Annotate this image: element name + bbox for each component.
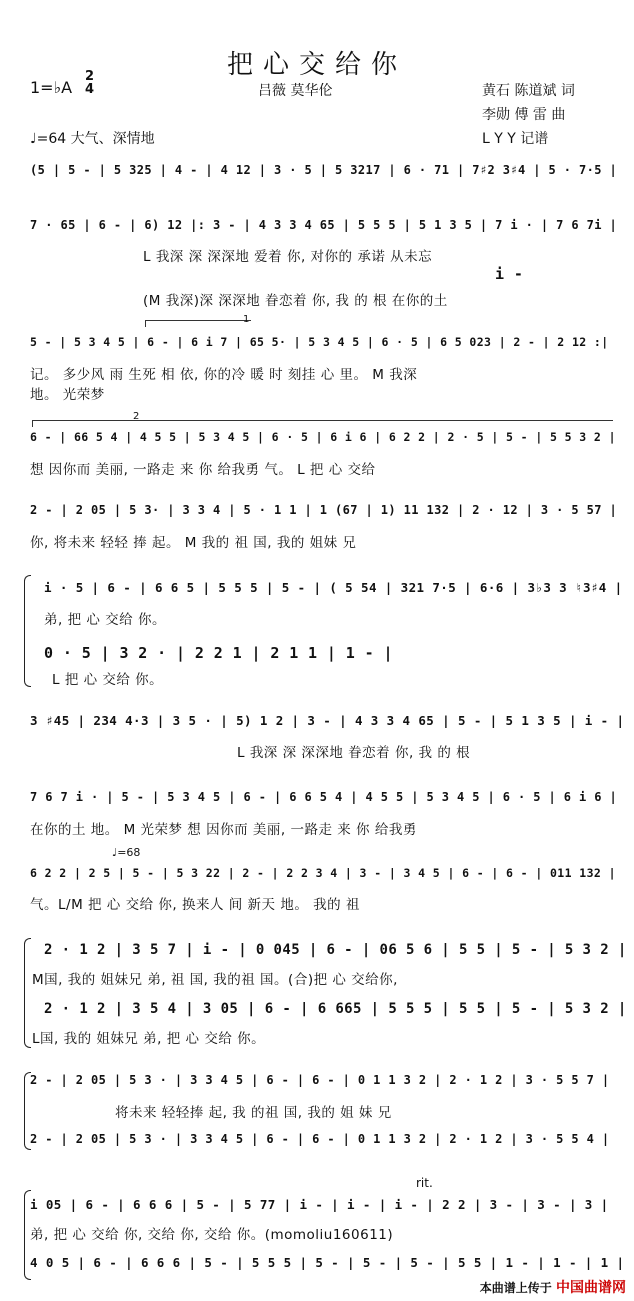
footer-upload-text: 本曲谱上传于	[479, 1281, 552, 1295]
song-title: 把心交给你	[226, 50, 407, 80]
notation-line: 4 0 5 | 6 - | 6 6 6 | 5 - | 5 5 5 | 5 - | 5 - | 5 - | 5 5 | 1 - | 1 - | 1 |	[30, 1255, 625, 1270]
notation-line: i 05 | 6 - | 6 6 6 | 5 - | 5 77 | i - | i - | i - | 2 2 | 3 - | 3 - | 3 |	[30, 1197, 609, 1212]
notation-line: 7 · 65 | 6 - | 6) 12 |: 3 - | 4 3 3 4 65 | 5 5 5 | 5 1 3 5 | 7 i · | 7 6 7i |	[30, 218, 618, 232]
volta-number-1: 1	[243, 314, 250, 325]
notation-line: 3 ♯45 | 234 4·3 | 3 5 · | 5) 1 2 | 3 - | 4 3 3 4 65 | 5 - | 5 1 3 5 | i - |	[30, 713, 625, 728]
notation-line: i · 5 | 6 - | 6 6 5 | 5 5 5 | 5 - | ( 5 54 | 321 7·5 | 6·6 | 3♭3 3 ♮3♯4 |	[44, 580, 623, 595]
lyric-line: L 把 心 交给 你。	[52, 672, 164, 688]
time-sig-top: 2	[85, 69, 95, 84]
key-signature	[30, 78, 72, 97]
notation-line: 6 2 2 | 2 5 | 5 - | 5 3 22 | 2 - | 2 2 3 4 | 3 - | 3 4 5 | 6 - | 6 - | 011 132 |	[30, 866, 616, 880]
volta-bracket-2	[32, 420, 613, 427]
notation-line: (5 | 5 - | 5 325 | 4 - | 4 12 | 3 · 5 | 5 3217 | 6 · 71 | 7♯2 3♯4 | 5 · 7·5 |	[30, 163, 618, 177]
lyric-line: 地。 光荣梦	[30, 387, 105, 403]
notation-line: 2 - | 2 05 | 5 3 · | 3 3 4 5 | 6 - | 6 - | 0 1 1 3 2 | 2 · 1 2 | 3 · 5 5 4 |	[30, 1132, 610, 1146]
lyric-line: 气。L/M 把 心 交给 你, 换来人 间 新天 地。 我的 祖	[30, 897, 360, 913]
notation-line: 2 · 1 2 | 3 5 7 | i - | 0 045 | 6 - | 06 5 6 | 5 5 | 5 - | 5 3 2 |	[44, 942, 627, 958]
site-logo: 中国曲谱网	[556, 1280, 626, 1296]
voice-bracket	[24, 938, 31, 1048]
key-label: 1=♭A	[30, 78, 73, 97]
notation-line: 2 - | 2 05 | 5 3 · | 3 3 4 5 | 6 - | 6 - | 0 1 1 3 2 | 2 · 1 2 | 3 · 5 5 7 |	[30, 1073, 610, 1087]
notation-line: 6 - | 66 5 4 | 4 5 5 | 5 3 4 5 | 6 · 5 | 6 i 6 | 6 2 2 | 2 · 5 | 5 - | 5 5 3 2 |	[30, 430, 616, 444]
lyric-line: L 我深 深 深深地 爱着 你, 对你的 承诺 从未忘	[143, 249, 433, 265]
lyric-line: 将未来 轻轻捧 起, 我 的祖 国, 我的 姐 妹 兄	[115, 1105, 392, 1121]
notation-line: 7 6 7 i · | 5 - | 5 3 4 5 | 6 - | 6 6 5 4 | 4 5 5 | 5 3 4 5 | 6 · 5 | 6 i 6 |	[30, 790, 618, 804]
singers: 吕薇 莫华伦	[258, 83, 333, 99]
lyric-line: 弟, 把 心 交给 你。	[44, 612, 166, 628]
notation-line: 5 - | 5 3 4 5 | 6 - | 6 i 7 | 65 5· | 5 3 4 5 | 6 · 5 | 6 5 023 | 2 - | 2 12 :|	[30, 335, 609, 349]
transcriber: L Y Y 记谱	[482, 131, 549, 147]
tempo-marking: ♩=64 大气、深情地	[30, 131, 155, 147]
tempo-change: ♩=68	[112, 846, 141, 859]
lyric-line: 记。 多少风 雨 生死 相 依, 你的冷 暖 时 刻挂 心 里。 M 我深	[30, 367, 418, 383]
time-signature	[85, 70, 94, 96]
lyric-line: M国, 我的 姐妹兄 弟, 祖 国, 我的祖 国。(合)把 心 交给你,	[32, 972, 398, 988]
composer: 李勋 傅 雷 曲	[482, 107, 566, 123]
lyricist: 黄石 陈道斌 词	[482, 83, 575, 99]
lyric-line: (M 我深)深 深深地 眷恋着 你, 我 的 根 在你的土	[143, 293, 448, 309]
volta-number-2: 2	[133, 411, 140, 422]
notation-line: i -	[495, 265, 524, 283]
lyric-line: L 我深 深 深深地 眷恋着 你, 我 的 根	[237, 745, 471, 761]
lyric-line: 在你的土 地。 M 光荣梦 想 因你而 美丽, 一路走 来 你 给我勇	[30, 822, 417, 838]
volta-bracket-1	[145, 320, 251, 327]
footer-credit	[480, 1277, 626, 1297]
rit-marking: rit.	[416, 1176, 433, 1190]
lyric-line: L国, 我的 姐妹兄 弟, 把 心 交给 你。	[32, 1031, 266, 1047]
lyric-line: 你, 将未来 轻轻 捧 起。 M 我的 祖 国, 我的 姐妹 兄	[30, 535, 357, 551]
voice-bracket	[24, 575, 31, 687]
time-sig-bottom: 4	[85, 82, 95, 97]
notation-line: 2 - | 2 05 | 5 3· | 3 3 4 | 5 · 1 1 | 1 (67 | 1) 11 132 | 2 · 12 | 3 · 5 57 |	[30, 503, 618, 517]
notation-line: 2 · 1 2 | 3 5 4 | 3 05 | 6 - | 6 665 | 5 5 5 | 5 5 | 5 - | 5 3 2 |	[44, 1001, 627, 1017]
notation-line: 0 · 5 | 3 2 · | 2 2 1 | 2 1 1 | 1 - |	[44, 644, 393, 662]
lyric-line: 想 因你而 美丽, 一路走 来 你 给我勇 气。 L 把 心 交给	[30, 462, 376, 478]
lyric-line: 弟, 把 心 交给 你, 交给 你, 交给 你。(momoliu160611)	[30, 1227, 394, 1243]
